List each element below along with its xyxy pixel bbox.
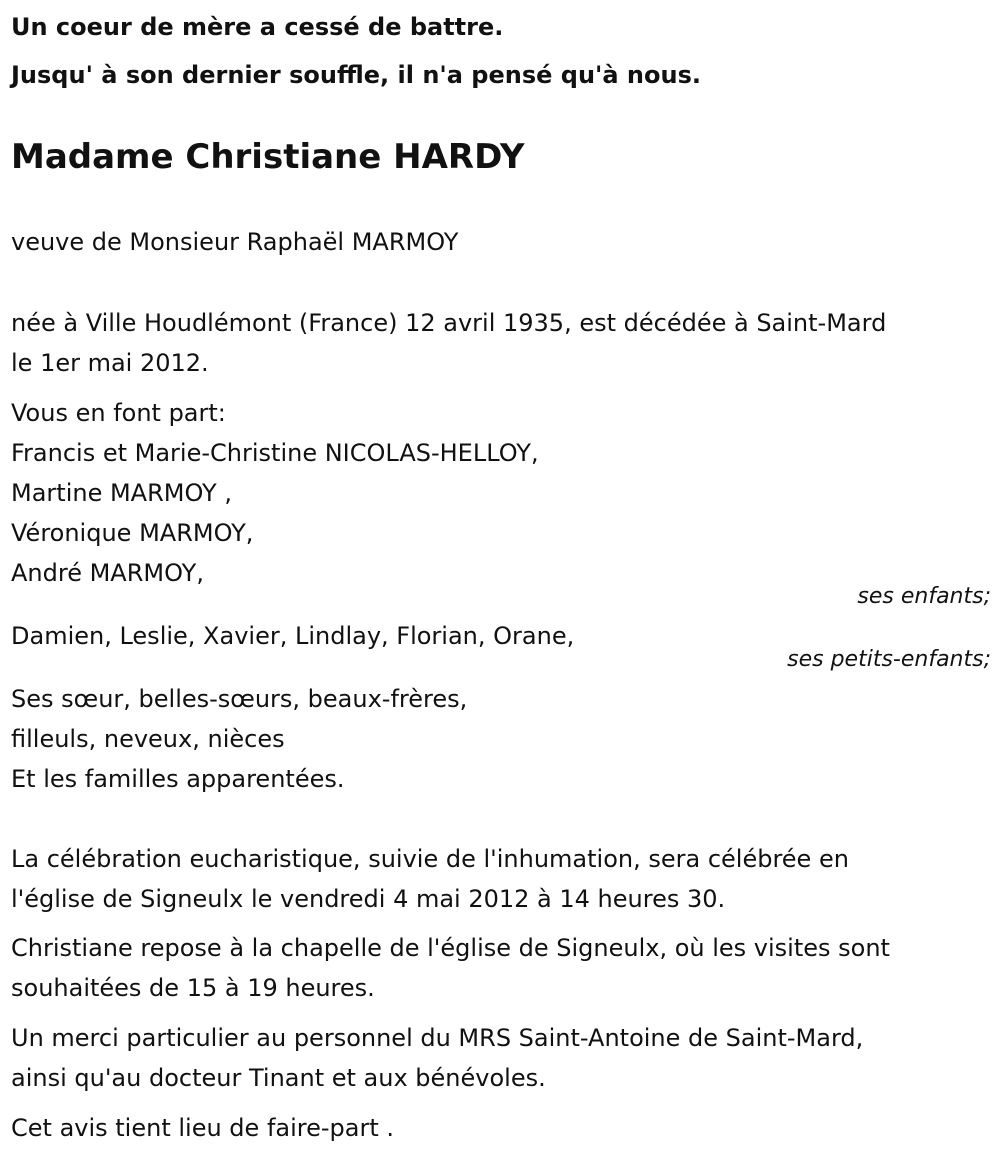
closing-line: Cet avis tient lieu de faire-part . (11, 1114, 395, 1142)
relatives-line: Et les familles apparentées. (11, 765, 345, 793)
thanks-line-1: Un merci particulier au personnel du MRS Saint-Antoine de Saint-Mard, (11, 1024, 864, 1052)
ceremony-line-1: La célébration eucharistique, suivie de l'inhumation, sera célébrée en (11, 845, 849, 873)
deceased-name: Madame Christiane HARDY (11, 137, 525, 177)
grandchildren-names: Damien, Leslie, Xavier, Lindlay, Florian, Orane, (11, 622, 575, 650)
spouse-line: veuve de Monsieur Raphaël MARMOY (11, 228, 459, 256)
child-name: André MARMOY, (11, 559, 204, 587)
announcers-intro: Vous en font part: (11, 399, 226, 427)
child-name: Véronique MARMOY, (11, 519, 254, 547)
grandchildren-role: ses petits-enfants; (787, 647, 991, 672)
header-line-1: Un coeur de mère a cessé de battre. (11, 13, 504, 41)
visitation-line-2: souhaitées de 15 à 19 heures. (11, 974, 375, 1002)
child-name: Martine MARMOY , (11, 479, 232, 507)
birth-death-line-1: née à Ville Houdlémont (France) 12 avril 1935, est décédée à Saint-Mard (11, 309, 887, 337)
child-name: Francis et Marie-Christine NICOLAS-HELLOY, (11, 439, 539, 467)
visitation-line-1: Christiane repose à la chapelle de l'église de Signeulx, où les visites sont (11, 934, 890, 962)
relatives-line: Ses sœur, belles-sœurs, beaux-frères, (11, 685, 468, 713)
header-line-2: Jusqu' à son dernier souffle, il n'a pensé qu'à nous. (11, 61, 701, 89)
thanks-line-2: ainsi qu'au docteur Tinant et aux bénévoles. (11, 1064, 546, 1092)
ceremony-line-2: l'église de Signeulx le vendredi 4 mai 2012 à 14 heures 30. (11, 885, 726, 913)
relatives-line: filleuls, neveux, nièces (11, 725, 285, 753)
children-role: ses enfants; (857, 584, 991, 609)
birth-death-line-2: le 1er mai 2012. (11, 349, 209, 377)
